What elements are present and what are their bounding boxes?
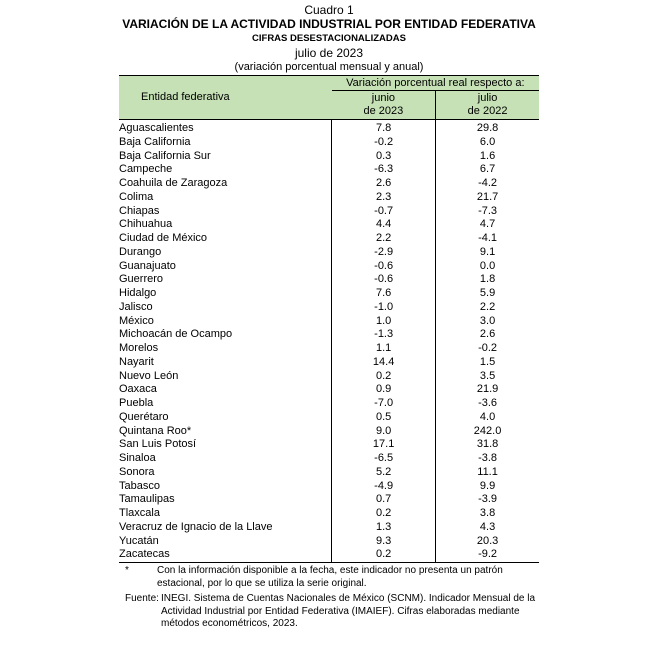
cell-annual-variation: 3.8 [436,507,539,521]
cell-entity: Aguascalientes [119,122,194,134]
cell-monthly-variation: 4.4 [332,218,436,232]
cell-annual-variation: 4.3 [436,521,539,535]
cell-entity: México [119,314,154,327]
table-row [119,535,539,549]
table-row [119,246,539,260]
cell-monthly-variation: 7.6 [332,287,436,301]
data-table [119,75,539,563]
asterisk-mark: * [125,565,129,576]
cell-monthly-variation: 9.0 [332,425,436,439]
cell-annual-variation: 11.1 [436,466,539,480]
cell-entity: Oaxaca [119,383,157,396]
cell-annual-variation: -3.8 [436,452,539,466]
cell-annual-variation: 4.0 [436,411,539,425]
column-header-group: Variación porcentual real respecto a: [332,76,539,91]
cell-entity: Tabasco [119,479,160,492]
table-units: (variación porcentual mensual y anual) [234,61,424,73]
table-number: Cuadro 1 [304,3,354,17]
cell-monthly-variation: 0.5 [332,411,436,425]
cell-entity: Veracruz de Ignacio de la Llave [119,520,273,533]
cell-monthly-variation: 0.2 [332,507,436,521]
cell-entity: Nayarit [119,355,154,368]
table-row [119,493,539,507]
table-row [119,438,539,452]
cell-monthly-variation: 2.2 [332,232,436,246]
cell-entity: Chihuahua [119,218,173,231]
cell-annual-variation: 4.7 [436,218,539,232]
cell-entity: San Luis Potosí [119,438,197,451]
cell-monthly-variation: 1.1 [332,342,436,356]
cell-entity: Michoacán de Ocampo [119,328,233,341]
cell-annual-variation: 1.8 [436,273,539,287]
cell-annual-variation: 20.3 [436,535,539,549]
table-row [119,411,539,425]
cell-annual-variation: -3.9 [436,493,539,507]
cell-entity: Puebla [119,397,154,409]
column-header-annual [436,91,539,120]
cell-entity: Sinaloa [119,452,156,464]
cell-annual-variation: -4.1 [436,232,539,246]
cell-entity: Baja California Sur [119,149,211,162]
table-row [119,521,539,535]
cell-monthly-variation: -0.6 [332,260,436,274]
cell-annual-variation: 2.2 [436,301,539,315]
source-label: Fuente: [125,593,159,604]
cell-entity: Colima [119,190,154,203]
cell-entity: Tamaulipas [119,493,175,506]
cell-monthly-variation: 1.3 [332,521,436,535]
cell-monthly-variation: 17.1 [332,438,436,452]
table-row [119,120,539,136]
table-row [119,342,539,356]
table-row [119,177,539,191]
cell-entity: Guanajuato [119,259,176,272]
cell-annual-variation: 0.0 [436,260,539,274]
cell-monthly-variation: -1.3 [332,328,436,342]
footnotes [119,565,539,631]
column-header-monthly-line2: de 2023 [363,105,404,117]
cell-monthly-variation: -1.0 [332,301,436,315]
cell-entity: Hidalgo [119,287,157,299]
cell-annual-variation: 3.0 [436,315,539,329]
table-body [119,120,539,563]
table-row [119,452,539,466]
cell-monthly-variation: -0.7 [332,205,436,219]
table-row [119,301,539,315]
cell-entity: Quintana Roo* [119,424,192,437]
column-header-monthly-line1: junio [371,92,396,104]
table-row [119,548,539,562]
cell-entity: Zacatecas [119,548,170,561]
cell-entity: Ciudad de México [119,232,208,244]
cell-annual-variation: 6.0 [436,136,539,150]
cell-entity: Tlaxcala [119,507,160,519]
cell-monthly-variation: 0.3 [332,150,436,164]
table-period: julio de 2023 [294,46,364,60]
cell-entity: Jalisco [119,300,153,313]
table-row [119,397,539,411]
cell-annual-variation: 9.1 [436,246,539,260]
column-header-monthly [332,91,436,120]
column-header-entity: Entidad federativa [119,76,332,120]
table-row [119,356,539,370]
table-row [119,273,539,287]
cell-monthly-variation: 9.3 [332,535,436,549]
table-row [119,315,539,329]
cell-annual-variation: 3.5 [436,370,539,384]
cell-monthly-variation: -2.9 [332,246,436,260]
cell-annual-variation: -3.6 [436,397,539,411]
cell-annual-variation: 5.9 [436,287,539,301]
cell-entity: Chiapas [119,204,160,217]
table-row [119,287,539,301]
source-text: INEGI. Sistema de Cuentas Nacionales de México (SCNM). Indicador Mensual de la Actividad Industrial por Entidad Federativa (IMAIEF). Cifras elaboradas mediante métodos econométricos, 2023. [161,593,536,629]
cell-annual-variation: -9.2 [436,548,539,562]
table-row [119,425,539,439]
table-row [119,232,539,246]
table-title: VARIACIÓN DE LA ACTIVIDAD INDUSTRIAL POR ENTIDAD FEDERATIVA [122,17,536,31]
cell-monthly-variation: 2.6 [332,177,436,191]
table-row [119,150,539,164]
cell-monthly-variation: -7.0 [332,397,436,411]
cell-monthly-variation: 2.3 [332,191,436,205]
cell-entity: Sonora [119,465,155,478]
cell-monthly-variation: -6.5 [332,452,436,466]
cell-annual-variation: 1.6 [436,150,539,164]
table-row [119,191,539,205]
cell-monthly-variation: 0.2 [332,370,436,384]
document [119,0,539,631]
cell-annual-variation: -7.3 [436,205,539,219]
table-row [119,480,539,494]
column-header-annual-line1: julio [477,92,498,104]
cell-annual-variation: 21.9 [436,383,539,397]
cell-monthly-variation: 0.7 [332,493,436,507]
cell-entity: Coahuila de Zaragoza [119,177,228,189]
cell-monthly-variation: 7.8 [332,120,436,136]
cell-annual-variation: 242.0 [436,425,539,439]
cell-monthly-variation: 0.2 [332,548,436,562]
cell-annual-variation: 29.8 [436,120,539,136]
table-row [119,163,539,177]
table-row [119,466,539,480]
source-note [119,593,539,631]
cell-entity: Campeche [119,163,173,176]
cell-monthly-variation: 14.4 [332,356,436,370]
table-row [119,328,539,342]
cell-annual-variation: -0.2 [436,342,539,356]
table-subtitle: CIFRAS DESESTACIONALIZADAS [252,33,406,44]
table-row [119,507,539,521]
cell-annual-variation: 1.5 [436,356,539,370]
cell-annual-variation: -4.2 [436,177,539,191]
table-row [119,370,539,384]
cell-entity: Baja California [119,135,191,148]
cell-monthly-variation: -0.6 [332,273,436,287]
cell-monthly-variation: -6.3 [332,163,436,177]
cell-monthly-variation: 5.2 [332,466,436,480]
table-row [119,136,539,150]
cell-monthly-variation: 1.0 [332,315,436,329]
cell-annual-variation: 9.9 [436,480,539,494]
table-row [119,383,539,397]
cell-monthly-variation: -4.9 [332,480,436,494]
asterisk-note-text: Con la información disponible a la fecha, este indicador no presenta un patrón estacional, por lo que se utiliza la serie original. [157,565,503,589]
cell-entity: Morelos [119,342,159,354]
asterisk-note [119,565,539,590]
cell-monthly-variation: -0.2 [332,136,436,150]
cell-entity: Nuevo León [119,369,179,382]
cell-entity: Querétaro [119,410,169,423]
cell-annual-variation: 6.7 [436,163,539,177]
cell-annual-variation: 21.7 [436,191,539,205]
cell-annual-variation: 2.6 [436,328,539,342]
cell-entity: Yucatán [119,534,159,547]
table-row [119,205,539,219]
table-row [119,218,539,232]
column-header-annual-line2: de 2022 [467,105,508,117]
cell-entity: Guerrero [119,273,164,286]
cell-monthly-variation: 0.9 [332,383,436,397]
cell-annual-variation: 31.8 [436,438,539,452]
cell-entity: Durango [119,245,162,258]
table-header-block [119,3,539,74]
table-row [119,260,539,274]
